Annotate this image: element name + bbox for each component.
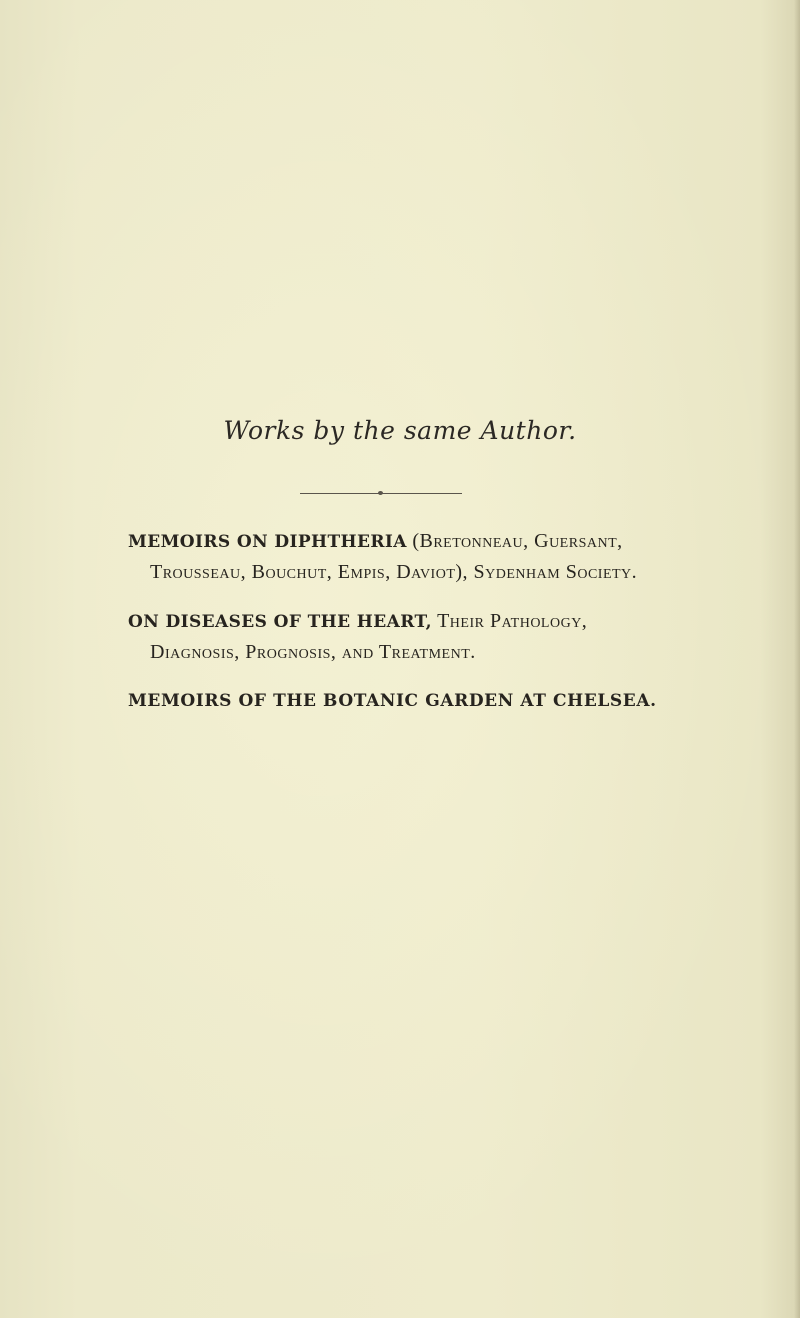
entry-line	[128, 606, 587, 637]
work-entry-heart	[128, 606, 587, 668]
entry-line	[128, 686, 657, 717]
page-edge-shadow	[794, 0, 800, 1318]
rule-ornament	[378, 491, 383, 495]
entry-detail: Their Pathology,	[431, 610, 588, 632]
decorative-rule	[300, 493, 462, 494]
entry-line	[128, 526, 637, 557]
page-heading: Works by the same Author.	[223, 416, 577, 445]
entry-title: ON DISEASES OF THE HEART,	[128, 612, 432, 632]
entry-continuation: Diagnosis, Prognosis, and Treatment.	[150, 641, 476, 663]
work-entry-botanic-garden	[128, 686, 657, 717]
entry-title: MEMOIRS OF THE BOTANIC GARDEN AT CHELSEA.	[128, 691, 657, 711]
entry-detail: (Bretonneau, Guersant,	[406, 530, 623, 552]
work-entry-diphtheria	[128, 526, 637, 588]
entry-title: MEMOIRS ON DIPHTHERIA	[128, 532, 407, 552]
entry-continuation: Trousseau, Bouchut, Empis, Daviot), Sydenham Society.	[150, 561, 638, 583]
